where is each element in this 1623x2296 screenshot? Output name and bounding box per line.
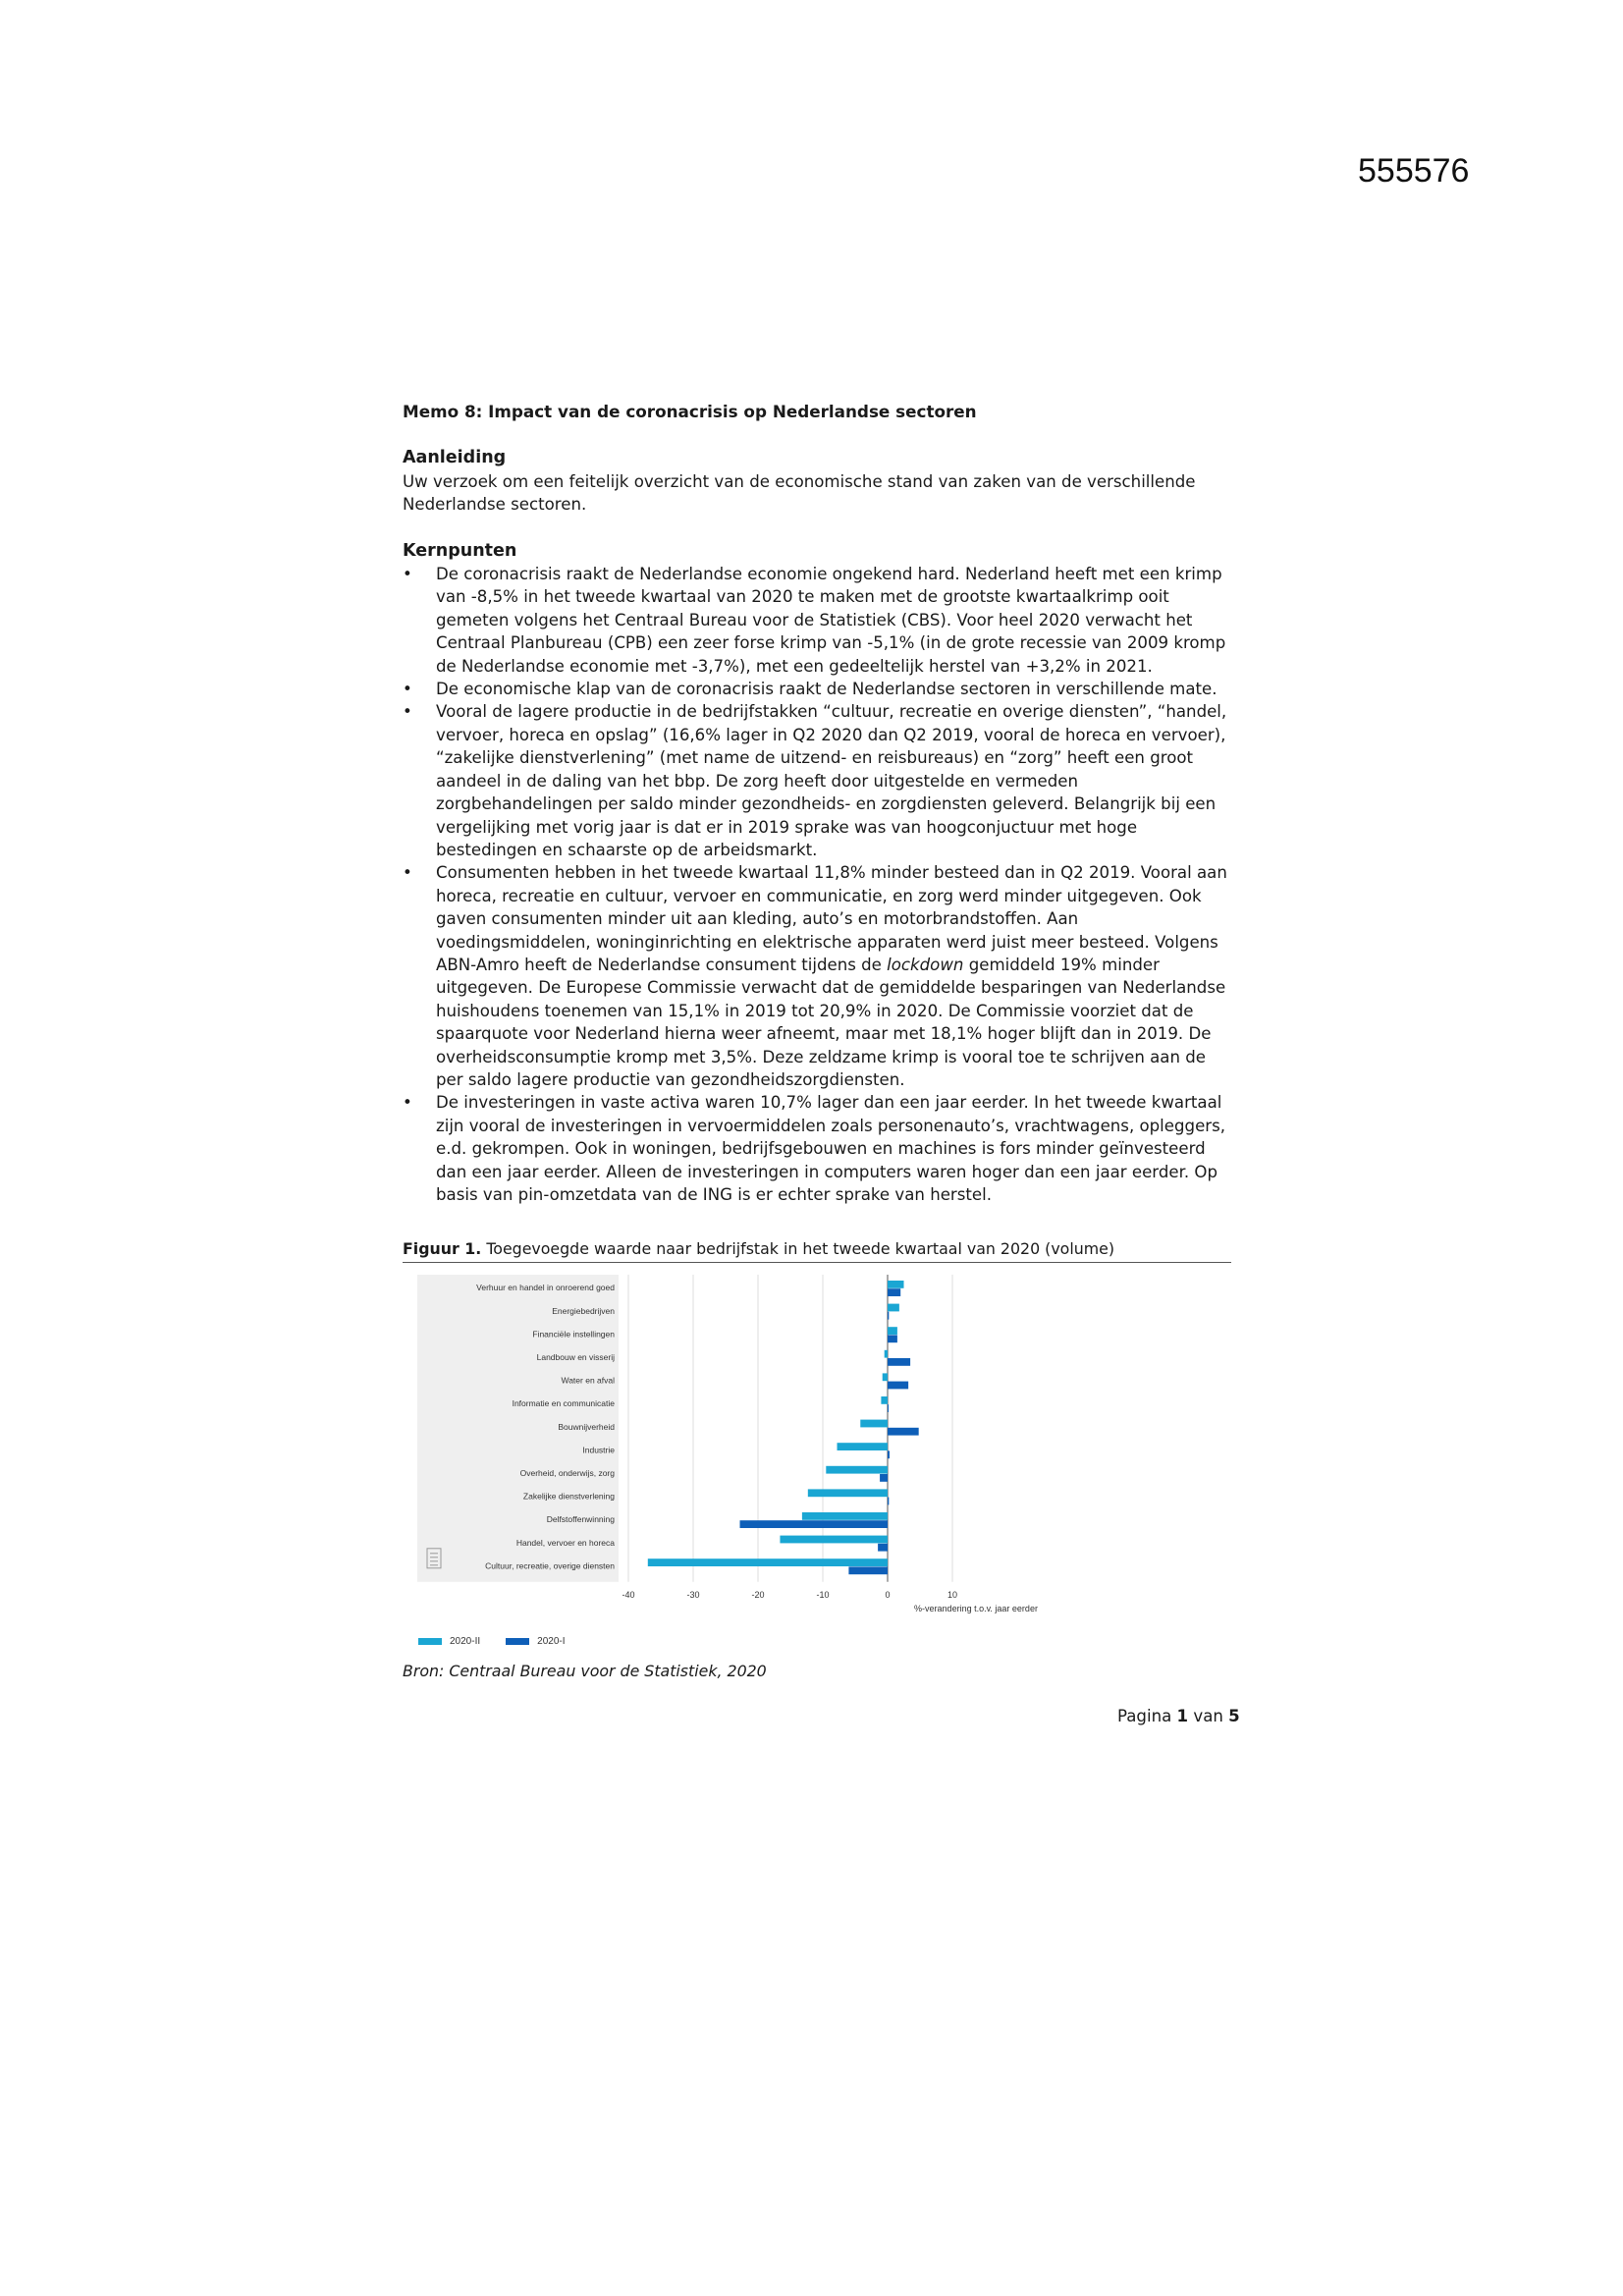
category-label: Verhuur en handel in onroerend goed [476,1283,615,1293]
category-label: Bouwnijverheid [558,1421,615,1432]
bar-2020-II [802,1512,888,1520]
category-label: Delfstoffenwinning [546,1514,615,1525]
bar-2020-I [888,1428,919,1436]
document-id: 555576 [1358,152,1470,190]
figure-caption-label: Figuur 1. [403,1239,482,1258]
category-label: Landbouw en visserij [536,1352,615,1362]
figure-rule [403,1262,1231,1263]
figure-caption-text: Toegevoegde waarde naar bedrijfstak in het tweede kwartaal van 2020 (volume) [481,1239,1114,1258]
bar-2020-II [780,1536,888,1544]
bar-2020-II [888,1281,904,1288]
bar-2020-I [880,1474,888,1482]
legend-swatch [418,1638,442,1645]
page-number [1117,1707,1240,1725]
x-tick-label: -40 [622,1589,635,1600]
chart-legend [418,1636,566,1647]
category-label: Industrie [582,1445,615,1455]
bar-2020-II [648,1558,888,1566]
bar-2020-I [888,1312,889,1320]
x-tick-label: 0 [885,1589,891,1600]
x-tick-label: -20 [751,1589,765,1600]
legend-label: 2020-I [537,1636,566,1647]
bar-chart [403,1271,1237,1644]
category-label: Energiebedrijven [552,1305,615,1316]
bar-2020-II [860,1420,888,1428]
bar-2020-I [848,1566,888,1574]
bar-2020-II [885,1350,888,1358]
kernpunt-item: • De investeringen in vaste activa waren 10,7% lager dan een jaar eerder. In het tweede kwartaal zijn vooral de investeringen in vervoermiddelen zoals personenauto’s, vrachtwagens, opleggers, e.d. gekrompen. Ook in woningen, bedrijfsgebouwen en machines is fors minder geïnvesteerd dan een jaar eerder. Alleen de investeringen in computers waren hoger dan een jaar eerder. Op basis van pin-omzetdata van de ING is er echter sprake van herstel. [403,1091,1237,1206]
bar-2020-II [826,1466,888,1474]
bar-2020-I [888,1288,900,1296]
x-tick-label: 10 [947,1589,958,1600]
category-label: Financiële instellingen [532,1329,615,1339]
page-current: 1 [1176,1707,1189,1725]
figure-1 [403,1239,1237,1680]
kernpunt-item: • De coronacrisis raakt de Nederlandse economie ongekend hard. Nederland heeft met een krimp van -8,5% in het tweede kwartaal van 2020 te maken met de grootste kwartaalkrimp ooit gemeten volgens het Centraal Bureau voor de Statistiek (CBS). Voor heel 2020 verwacht het Centraal Planbureau (CPB) een zeer forse krimp van -5,1% (in de grote recessie van 2009 kromp de Nederlandse economie met -3,7%), met een gedeeltelijk herstel van +3,2% in 2021. [403,563,1237,678]
x-tick-label: -10 [816,1589,830,1600]
bar-2020-I [888,1358,910,1366]
bar-2020-I [878,1544,888,1552]
figure-source: Bron: Centraal Bureau voor de Statistiek, 2020 [403,1662,767,1680]
bar-2020-II [883,1373,888,1381]
category-label: Informatie en communicatie [512,1398,615,1409]
category-label: Overheid, onderwijs, zorg [519,1468,615,1478]
section-heading-kernpunten: Kernpunten [403,540,517,561]
bar-2020-I [888,1450,890,1458]
legend-swatch [506,1638,529,1645]
category-label: Water en afval [561,1375,615,1386]
bar-2020-I [740,1520,888,1528]
x-tick-label: -30 [686,1589,700,1600]
bar-2020-II [838,1443,888,1450]
kernpunt-item: • Vooral de lagere productie in de bedrijfstakken “cultuur, recreatie en overige diensten”, “handel, vervoer, horeca en opslag” (16,6% lager in Q2 2020 dan Q2 2019, vooral de horeca en vervoer), “zakelijke dienstverlening” (met name de uitzend- en reisbureaus) en “zorg” heeft een groot aandeel in de daling van het bbp. De zorg heeft door uitgestelde en vermeden zorgbehandelingen per saldo minder gezondheids- en zorgdiensten geleverd. Belangrijk bij een vergelijking met vorig jaar is dat er in 2019 sprake was van hoogconjuctuur met hoge bestedingen en schaarste op de arbeidsmarkt. [403,700,1237,861]
kernpunten-list [403,563,1237,1206]
kernpunt-item: • De economische klap van de coronacrisis raakt de Nederlandse sectoren in verschillende mate. [403,678,1237,700]
category-label: Zakelijke dienstverlening [522,1491,615,1502]
bar-2020-II [808,1489,888,1497]
page-prefix: Pagina [1117,1707,1177,1725]
memo-content [403,401,1237,1206]
bar-2020-II [881,1396,888,1404]
category-label: Cultuur, recreatie, overige diensten [485,1560,615,1571]
figure-caption [403,1239,1237,1258]
legend-label: 2020-II [450,1636,481,1647]
page-total: 5 [1228,1707,1240,1725]
emphasis-lockdown: lockdown [887,955,964,974]
x-axis-label: %-verandering t.o.v. jaar eerder [914,1603,1038,1613]
page-middle: van [1188,1707,1229,1725]
section-heading-aanleiding: Aanleiding [403,448,507,468]
aanleiding-text: Uw verzoek om een feitelijk overzicht van de economische stand van zaken van de verschillende Nederlandse sectoren. [403,471,1196,515]
memo-title: Memo 8: Impact van de coronacrisis op Nederlandse sectoren [403,402,977,421]
legend-item-2020-II [418,1636,480,1647]
bar-2020-II [888,1327,897,1335]
legend-item-2020-I [506,1636,565,1647]
bar-2020-I [888,1382,908,1390]
bar-2020-I [888,1335,897,1342]
category-label: Handel, vervoer en horeca [515,1537,615,1548]
bar-2020-II [888,1304,899,1312]
bar-2020-I [888,1498,889,1505]
kernpunt-item: • Consumenten hebben in het tweede kwartaal 11,8% minder besteed dan in Q2 2019. Vooral aan horeca, recreatie en cultuur, vervoer en communicatie, en zorg werd minder uitgegeven. Ook gaven consumenten minder uit aan kleding, auto’s en motorbrandstoffen. Aan voedingsmiddelen, woninginrichting en elektrische apparaten werd juist meer besteed. Volgens ABN-Amro heeft de Nederlandse consument tijdens de lockdown gemiddeld 19% minder uitgegeven. De Europese Commissie verwacht dat de gemiddelde besparingen van Nederlandse huishoudens toenemen van 15,1% in 2019 tot 20,9% in 2020. De Commissie voorziet dat de spaarquote voor Nederland hierna weer afneemt, maar met 18,1% hoger blijft dan in 2019. De overheidsconsumptie kromp met 3,5%. Deze zeldzame krimp is vooral toe te schrijven aan de per saldo lagere productie van gezondheidszorgdiensten. [403,861,1237,1091]
bar-2020-I [888,1404,889,1412]
